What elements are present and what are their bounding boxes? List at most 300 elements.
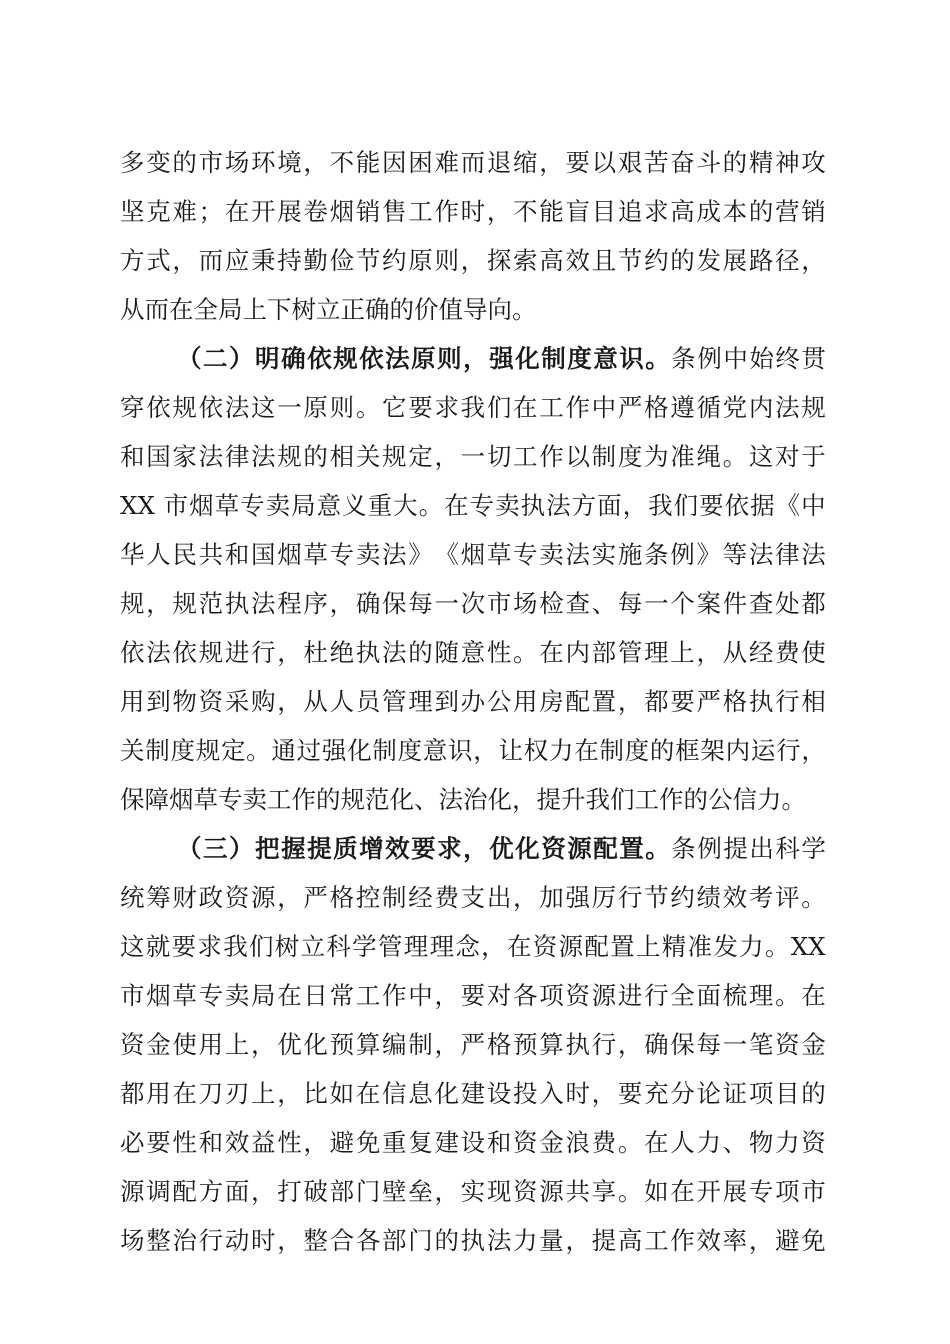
text-glyph: 要 <box>408 393 433 422</box>
text-glyph: 在 <box>444 491 469 520</box>
text-glyph: 市 <box>163 491 189 520</box>
text-glyph: 实 <box>460 1177 486 1206</box>
text-glyph: ， <box>622 491 648 520</box>
text-glyph: 党 <box>722 393 748 422</box>
text-glyph: 梳 <box>722 981 748 1010</box>
text-glyph: 华 <box>120 540 145 569</box>
text-glyph: 编 <box>382 1030 407 1059</box>
text-glyph: 化 <box>434 1079 459 1108</box>
text-glyph: ， <box>481 932 506 961</box>
text-glyph: 各 <box>513 981 538 1010</box>
text-glyph: 面 <box>696 981 721 1010</box>
text-glyph: 出 <box>749 834 774 863</box>
text-glyph: 内 <box>748 393 774 422</box>
text-glyph: 置 <box>610 932 635 961</box>
text-glyph: 笔 <box>748 1030 774 1059</box>
text-glyph: 定 <box>408 442 433 471</box>
text-glyph: 在 <box>355 1079 381 1108</box>
text-glyph: 树 <box>274 932 300 961</box>
heading-glyph: 增 <box>359 834 384 863</box>
text-glyph: 的 <box>722 148 748 177</box>
text-glyph: 境 <box>277 148 302 177</box>
text-glyph: 例 <box>697 834 722 863</box>
text-glyph: 用 <box>198 1030 224 1059</box>
text-glyph: 关 <box>120 736 145 765</box>
text-glyph: 成 <box>696 197 721 226</box>
text-glyph: 格 <box>486 1030 512 1059</box>
text-glyph: XX <box>790 932 826 961</box>
text-glyph: 制 <box>145 736 170 765</box>
text-glyph: 行 <box>776 736 801 765</box>
text-glyph: 房 <box>539 687 564 716</box>
text-glyph: 念 <box>455 932 480 961</box>
text-glyph: 管 <box>377 932 403 961</box>
text-glyph: ， <box>801 736 826 765</box>
text-glyph: 定 <box>220 736 246 765</box>
text-glyph: 使 <box>172 1030 197 1059</box>
text-glyph: 意 <box>460 638 486 667</box>
text-glyph: 算 <box>539 1030 564 1059</box>
text-glyph: 节 <box>617 246 643 275</box>
text-glyph: 法 <box>382 638 407 667</box>
text-glyph: 这 <box>120 932 145 961</box>
text-glyph: 要 <box>460 981 486 1010</box>
text-glyph: 整 <box>146 1226 171 1255</box>
text-glyph: 力 <box>739 932 764 961</box>
text-glyph: 缩 <box>513 148 538 177</box>
heading-glyph: （ <box>177 344 202 373</box>
text-glyph: 卖 <box>355 540 381 569</box>
text-glyph: 行 <box>644 981 669 1010</box>
text-glyph: 和 <box>486 1128 512 1157</box>
text-glyph: 严 <box>696 687 721 716</box>
heading-glyph: 提 <box>307 834 332 863</box>
text-glyph: 目 <box>591 197 617 226</box>
text-glyph: 规 <box>801 393 826 422</box>
text-glyph: 的 <box>748 197 774 226</box>
text-glyph: 全 <box>670 981 695 1010</box>
text-glyph: 部 <box>382 1226 407 1255</box>
text-glyph: 法 <box>748 540 774 569</box>
text-glyph: 我 <box>648 491 673 520</box>
text-glyph: 销 <box>801 197 826 226</box>
text-glyph: 要 <box>146 1128 171 1157</box>
text-glyph: 法 <box>775 393 800 422</box>
text-glyph: 的 <box>434 1226 459 1255</box>
heading-glyph: 化 <box>515 344 540 373</box>
text-glyph: 律 <box>775 540 800 569</box>
text-glyph: 的 <box>649 736 675 765</box>
text-glyph: 据 <box>750 491 775 520</box>
text-glyph: 严 <box>303 883 328 912</box>
text-glyph: 如 <box>329 1079 355 1108</box>
text-glyph: 专 <box>240 491 265 520</box>
text-glyph: 科 <box>326 932 351 961</box>
text-glyph: 检 <box>539 589 564 618</box>
text-glyph: 财 <box>172 883 197 912</box>
text-glyph: 分 <box>670 1079 695 1108</box>
text-glyph: 资 <box>198 687 224 716</box>
text-glyph: 。 <box>513 638 538 667</box>
heading-glyph: 二 <box>203 344 228 373</box>
heading-glyph: 。 <box>645 834 670 863</box>
text-glyph: 高 <box>539 246 564 275</box>
text-glyph: 理 <box>403 932 429 961</box>
text-glyph: 资 <box>513 1177 538 1206</box>
text-glyph: 性 <box>486 638 512 667</box>
text-glyph: 能 <box>355 148 381 177</box>
text-glyph: 条 <box>644 540 669 569</box>
text-line <box>120 383 826 432</box>
text-glyph: 常 <box>329 981 355 1010</box>
text-glyph: 克 <box>146 197 171 226</box>
text-glyph: 工 <box>539 393 564 422</box>
text-glyph: 在 <box>277 981 302 1010</box>
text-glyph: 作 <box>670 1226 695 1255</box>
text-glyph: 市 <box>120 981 145 1010</box>
text-glyph: 制 <box>372 736 397 765</box>
paragraph-heading-line <box>120 824 826 873</box>
text-glyph: 终 <box>775 344 800 373</box>
text-glyph: 规 <box>172 393 197 422</box>
heading-glyph: 配 <box>593 834 618 863</box>
text-glyph: 必 <box>120 1128 145 1157</box>
text-glyph: ， <box>329 589 355 618</box>
text-glyph: 源 <box>120 1177 145 1206</box>
text-glyph: 难 <box>172 197 197 226</box>
text-glyph: 用 <box>146 1079 171 1108</box>
text-glyph: 源 <box>251 883 276 912</box>
text-glyph: 享 <box>591 1177 617 1206</box>
text-glyph: 销 <box>355 197 381 226</box>
heading-glyph: ） <box>229 834 254 863</box>
text-glyph: 避 <box>775 1226 800 1255</box>
text-glyph: 面 <box>224 1177 250 1206</box>
text-glyph: 金 <box>801 1030 826 1059</box>
text-glyph: 化 <box>347 736 372 765</box>
text-glyph: 穿 <box>120 393 145 422</box>
text-glyph: 能 <box>539 197 564 226</box>
text-glyph: 在 <box>513 393 538 422</box>
text-glyph: ， <box>565 1226 590 1255</box>
text-glyph: 证 <box>722 1079 748 1108</box>
text-glyph: 都 <box>644 687 669 716</box>
text-glyph: 效 <box>224 1128 250 1157</box>
heading-glyph: 质 <box>333 834 358 863</box>
text-glyph: ， <box>146 589 171 618</box>
text-glyph: 量 <box>539 1226 564 1255</box>
text-line <box>120 285 826 334</box>
text-glyph: 始 <box>749 344 774 373</box>
text-glyph: 人 <box>329 687 355 716</box>
text-glyph: 整 <box>303 1226 328 1255</box>
text-glyph: 相 <box>329 442 355 471</box>
text-glyph: 保 <box>382 589 407 618</box>
text-glyph: 范 <box>198 589 224 618</box>
text-glyph: 退 <box>486 148 512 177</box>
text-glyph: 中 <box>801 491 826 520</box>
text-glyph: 性 <box>172 1128 197 1157</box>
text-glyph: 工 <box>513 442 538 471</box>
text-glyph: 执 <box>460 1226 486 1255</box>
text-glyph: 理 <box>644 638 669 667</box>
text-glyph: 进 <box>224 638 250 667</box>
text-glyph: 合 <box>329 1226 355 1255</box>
heading-glyph: 原 <box>411 344 436 373</box>
text-glyph: 架 <box>700 736 725 765</box>
text-glyph: 上 <box>224 1030 250 1059</box>
text-glyph: 绩 <box>696 883 721 912</box>
heading-glyph: 法 <box>385 344 410 373</box>
text-glyph: 节 <box>355 246 381 275</box>
text-glyph: 经 <box>748 638 774 667</box>
text-glyph: 物 <box>748 1128 774 1157</box>
text-glyph: 和 <box>198 1128 224 1157</box>
text-glyph: ， <box>251 1177 276 1206</box>
text-glyph: ， <box>460 246 486 275</box>
text-glyph: 神 <box>775 148 800 177</box>
text-glyph: 信 <box>382 1079 407 1108</box>
text-glyph: 每 <box>408 589 433 618</box>
text-glyph: 专 <box>329 540 355 569</box>
text-glyph: 预 <box>329 1030 355 1059</box>
text-glyph: ， <box>591 1079 617 1108</box>
text-glyph: ； <box>198 197 224 226</box>
text-glyph: 法 <box>251 442 276 471</box>
heading-glyph: 握 <box>281 834 306 863</box>
text-glyph: 们 <box>673 491 699 520</box>
text-glyph: 次 <box>460 589 486 618</box>
text-glyph: 强 <box>565 883 590 912</box>
heading-glyph: 化 <box>515 834 540 863</box>
text-glyph: 在 <box>801 981 826 1010</box>
text-glyph: 上 <box>251 1079 276 1108</box>
text-glyph: 式 <box>146 246 171 275</box>
text-glyph: 学 <box>352 932 377 961</box>
text-glyph: 部 <box>591 638 617 667</box>
text-glyph: 烟 <box>460 540 486 569</box>
text-glyph: 和 <box>224 540 250 569</box>
text-glyph: 序 <box>303 589 328 618</box>
text-glyph: ， <box>801 246 826 275</box>
heading-glyph: 度 <box>567 344 592 373</box>
text-glyph: 共 <box>198 540 224 569</box>
text-glyph: 以 <box>591 148 617 177</box>
text-glyph: 专 <box>469 491 495 520</box>
text-glyph: 法 <box>546 491 571 520</box>
text-glyph: 变 <box>146 148 171 177</box>
text-glyph: 一 <box>722 1030 748 1059</box>
text-glyph: 率 <box>722 1226 748 1255</box>
heading-glyph: （ <box>177 834 202 863</box>
text-glyph: 从 <box>722 638 748 667</box>
text-glyph: 义 <box>342 491 367 520</box>
text-glyph: 绝 <box>329 638 355 667</box>
text-glyph: 上 <box>670 638 695 667</box>
text-glyph: 遵 <box>670 393 695 422</box>
text-glyph: 查 <box>565 589 590 618</box>
text-glyph: 绳 <box>696 442 721 471</box>
text-glyph: 环 <box>251 148 276 177</box>
text-glyph: 让 <box>498 736 524 765</box>
text-glyph: 日 <box>303 981 328 1010</box>
text-glyph: 草 <box>172 981 197 1010</box>
text-glyph: 使 <box>801 638 826 667</box>
text-glyph: 统 <box>120 883 145 912</box>
text-glyph: 大 <box>393 491 418 520</box>
text-glyph: 识 <box>448 736 473 765</box>
text-glyph: 烟 <box>189 491 214 520</box>
text-glyph: 们 <box>248 932 274 961</box>
text-glyph: 约 <box>644 246 669 275</box>
text-glyph: 配 <box>584 932 609 961</box>
text-glyph: 在 <box>506 932 532 961</box>
text-glyph: 秉 <box>251 246 276 275</box>
text-glyph: 奋 <box>670 148 695 177</box>
text-glyph: 的 <box>670 246 695 275</box>
text-glyph: 相 <box>801 687 826 716</box>
text-glyph: 发 <box>713 932 738 961</box>
text-glyph: 制 <box>408 1030 433 1059</box>
text-glyph: 都 <box>801 589 826 618</box>
text-glyph: 进 <box>617 981 643 1010</box>
text-glyph: 草 <box>486 540 512 569</box>
text-glyph: 市 <box>486 589 512 618</box>
text-glyph: 依 <box>146 393 171 422</box>
text-glyph: 盲 <box>565 197 590 226</box>
text-glyph: 苦 <box>644 148 669 177</box>
heading-glyph: 制 <box>541 344 566 373</box>
text-glyph: 市 <box>198 148 224 177</box>
text-glyph: 学 <box>801 834 826 863</box>
heading-glyph: 确 <box>281 344 306 373</box>
text-glyph: 攻 <box>801 148 826 177</box>
text-glyph: 。 <box>764 932 790 961</box>
text-glyph: ， <box>277 1079 302 1108</box>
text-glyph: 费 <box>591 1128 617 1157</box>
text-glyph: ， <box>434 1177 459 1206</box>
text-glyph: 打 <box>277 1177 302 1206</box>
text-glyph: 行 <box>775 687 800 716</box>
text-glyph: 而 <box>198 246 224 275</box>
text-glyph: 就 <box>145 932 171 961</box>
text-glyph: 到 <box>434 687 459 716</box>
text-glyph: 一 <box>644 589 669 618</box>
text-glyph: 依 <box>724 491 750 520</box>
text-glyph: 和 <box>120 442 145 471</box>
text-glyph: 制 <box>591 442 617 471</box>
text-glyph: 难 <box>434 148 459 177</box>
text-glyph: 。 <box>801 883 826 912</box>
text-glyph: 。 <box>775 981 800 1010</box>
heading-glyph: 意 <box>593 344 618 373</box>
text-glyph: 法 <box>146 638 171 667</box>
text-glyph: 优 <box>277 1030 302 1059</box>
text-glyph: 各 <box>355 1226 381 1255</box>
text-glyph: 要 <box>699 491 724 520</box>
heading-glyph: 明 <box>255 344 280 373</box>
text-glyph: 展 <box>277 197 302 226</box>
text-glyph: 行 <box>251 638 276 667</box>
text-glyph: 理 <box>408 687 433 716</box>
text-glyph: 则 <box>329 393 355 422</box>
text-glyph: 建 <box>460 1079 486 1108</box>
text-glyph: ， <box>617 1030 643 1059</box>
text-glyph: 约 <box>382 246 407 275</box>
text-glyph: 《 <box>434 540 459 569</box>
text-glyph: 厉 <box>591 883 617 912</box>
text-glyph: 加 <box>539 883 564 912</box>
text-glyph: 规 <box>172 589 197 618</box>
text-glyph: 格 <box>329 883 355 912</box>
text-glyph: 不 <box>329 148 355 177</box>
text-glyph: 金 <box>539 1128 564 1157</box>
text-glyph: 经 <box>408 883 433 912</box>
text-glyph: 益 <box>251 1128 276 1157</box>
heading-glyph: 资 <box>541 834 566 863</box>
text-glyph: 格 <box>644 393 669 422</box>
heading-glyph: ） <box>229 344 254 373</box>
text-glyph: 卖 <box>265 491 291 520</box>
text-glyph: 面 <box>597 491 622 520</box>
text-glyph: 评 <box>775 883 800 912</box>
text-glyph: 理 <box>429 932 455 961</box>
text-glyph: 制 <box>382 883 407 912</box>
text-glyph: 法 <box>224 393 250 422</box>
text-glyph: 法 <box>801 540 826 569</box>
text-glyph: 作 <box>382 981 407 1010</box>
text-glyph: 息 <box>408 1079 433 1108</box>
text-glyph: 的 <box>801 1079 826 1108</box>
heading-glyph: ， <box>463 344 488 373</box>
text-glyph: 力 <box>696 1128 721 1157</box>
text-glyph: 在 <box>539 638 564 667</box>
text-glyph: 一 <box>460 442 486 471</box>
line-text: 保障烟草专卖工作的规范化、法治化，提升我们工作的公信力。 <box>120 785 806 814</box>
text-glyph: 。 <box>355 393 381 422</box>
text-glyph: 节 <box>644 883 669 912</box>
text-glyph: 壁 <box>382 1177 407 1206</box>
text-glyph: ， <box>277 687 302 716</box>
text-glyph: 斗 <box>696 148 721 177</box>
text-glyph: 准 <box>687 932 713 961</box>
text-glyph: 执 <box>748 687 774 716</box>
text-glyph: 持 <box>277 246 302 275</box>
text-glyph: 方 <box>198 1177 224 1206</box>
text-glyph: 条 <box>671 344 696 373</box>
text-glyph: 专 <box>748 1177 774 1206</box>
text-glyph: 约 <box>670 883 695 912</box>
text-glyph: 用 <box>120 687 145 716</box>
text-glyph: 提 <box>723 834 748 863</box>
text-glyph: 法 <box>251 589 276 618</box>
text-glyph: 个 <box>670 589 695 618</box>
text-glyph: 论 <box>696 1079 721 1108</box>
text-glyph: 项 <box>539 981 564 1010</box>
text-glyph: 要 <box>565 148 590 177</box>
text-glyph: 方 <box>120 246 145 275</box>
text-glyph: 力 <box>548 736 574 765</box>
text-glyph: 切 <box>486 442 512 471</box>
text-glyph: 》 <box>696 540 721 569</box>
text-glyph: 规 <box>120 589 145 618</box>
text-glyph: 浪 <box>565 1128 590 1157</box>
text-line <box>120 873 826 922</box>
text-glyph: 配 <box>172 1177 197 1206</box>
text-glyph: 在 <box>224 197 250 226</box>
text-glyph: ， <box>277 883 302 912</box>
text-glyph: 原 <box>408 246 433 275</box>
